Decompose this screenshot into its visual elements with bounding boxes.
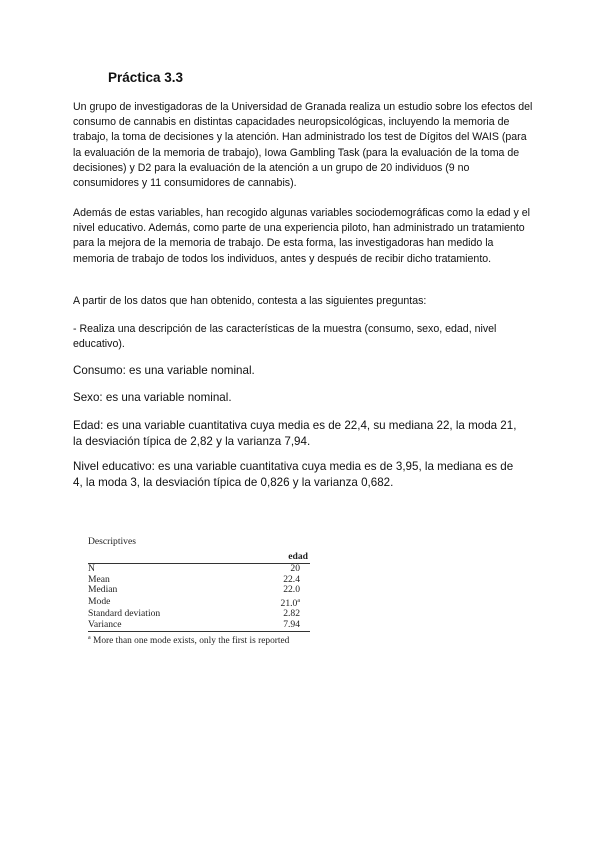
table-header-blank [88, 551, 246, 564]
table-footnote [88, 635, 318, 646]
row-value-footnote-marker: a [297, 597, 300, 604]
table-row [88, 575, 310, 586]
row-value-text: 21.0 [280, 597, 298, 609]
row-label: Variance [88, 620, 246, 632]
answer-consumo: Consumo: es una variable nominal. [73, 364, 255, 377]
answer-nivel-educativo: Nivel educativo: es una variable cuantitativa cuya media es de 3,95, la mediana es de 4, la moda 3, la desviación típica de 0,826 y la varianza 0,682. [73, 460, 514, 489]
row-value-text: 7.94 [283, 618, 300, 630]
table-row [88, 564, 310, 575]
footnote-marker: a [88, 635, 91, 642]
row-label: N [88, 563, 95, 574]
row-value-text: 2.82 [283, 608, 300, 620]
table-header-edad: edad [246, 551, 310, 564]
paragraph-study-description: Un grupo de investigadoras de la Universidad de Granada realiza un estudio sobre los efectos del consumo de cannabis en distintas capacidades neuropsicológicas, incluyendo la memoria de trabajo, la toma de decisiones y la atención. Han administrado los test de Dígitos del WAIS (para la evaluación de la memoria de trabajo), Iowa Gambling Task (para la evaluación de la toma de decisiones) y D2 para la evaluación de la atención a un grupo de 20 individuos (9 no consumidores y 11 consumidores de cannabis). [73, 101, 533, 190]
descriptives-table [88, 551, 310, 632]
descriptives-table-block [88, 536, 318, 646]
row-label: Standard deviation [88, 608, 161, 620]
row-value [246, 609, 310, 620]
answer-edad: Edad: es una variable cuantitativa cuya media es de 22,4, su mediana 22, la moda 21, la desviación típica de 2,82 y la varianza 7,94. [73, 419, 517, 448]
paragraph-variables: Además de estas variables, han recogido algunas variables sociodemográficas como la edad y el nivel educativo. Además, como parte de una experiencia piloto, han administrado un tratamiento para la mejora de la memoria de trabajo. De esta forma, las investigadoras han medido la memoria de trabajo de todos los individuos, antes y después de recibir dicho tratamiento. [73, 207, 530, 265]
row-value [246, 585, 310, 596]
page-title: Práctica 3.3 [108, 70, 184, 85]
row-label: Median [88, 584, 118, 595]
row-value [246, 596, 310, 610]
paragraph-instructions: A partir de los datos que han obtenido, contesta a las siguientes preguntas: [73, 295, 427, 307]
footnote-text: More than one mode exists, only the first is reported [93, 636, 290, 647]
table-row [88, 620, 310, 632]
row-value [246, 564, 310, 575]
table-caption: Descriptives [88, 536, 136, 547]
row-label: Mean [88, 573, 110, 585]
table-row [88, 596, 310, 610]
row-label: Mode [88, 596, 111, 608]
paragraph-question: - Realiza una descripción de las características de la muestra (consumo, sexo, edad, nivel educativo). [73, 323, 497, 351]
row-value-text: 20 [290, 563, 300, 574]
answer-sexo: Sexo: es una variable nominal. [73, 391, 232, 404]
row-value-text: 22.0 [283, 584, 300, 595]
row-value-text: 22.4 [283, 573, 300, 585]
table-row [88, 585, 310, 596]
row-value [246, 620, 310, 632]
row-value [246, 575, 310, 586]
